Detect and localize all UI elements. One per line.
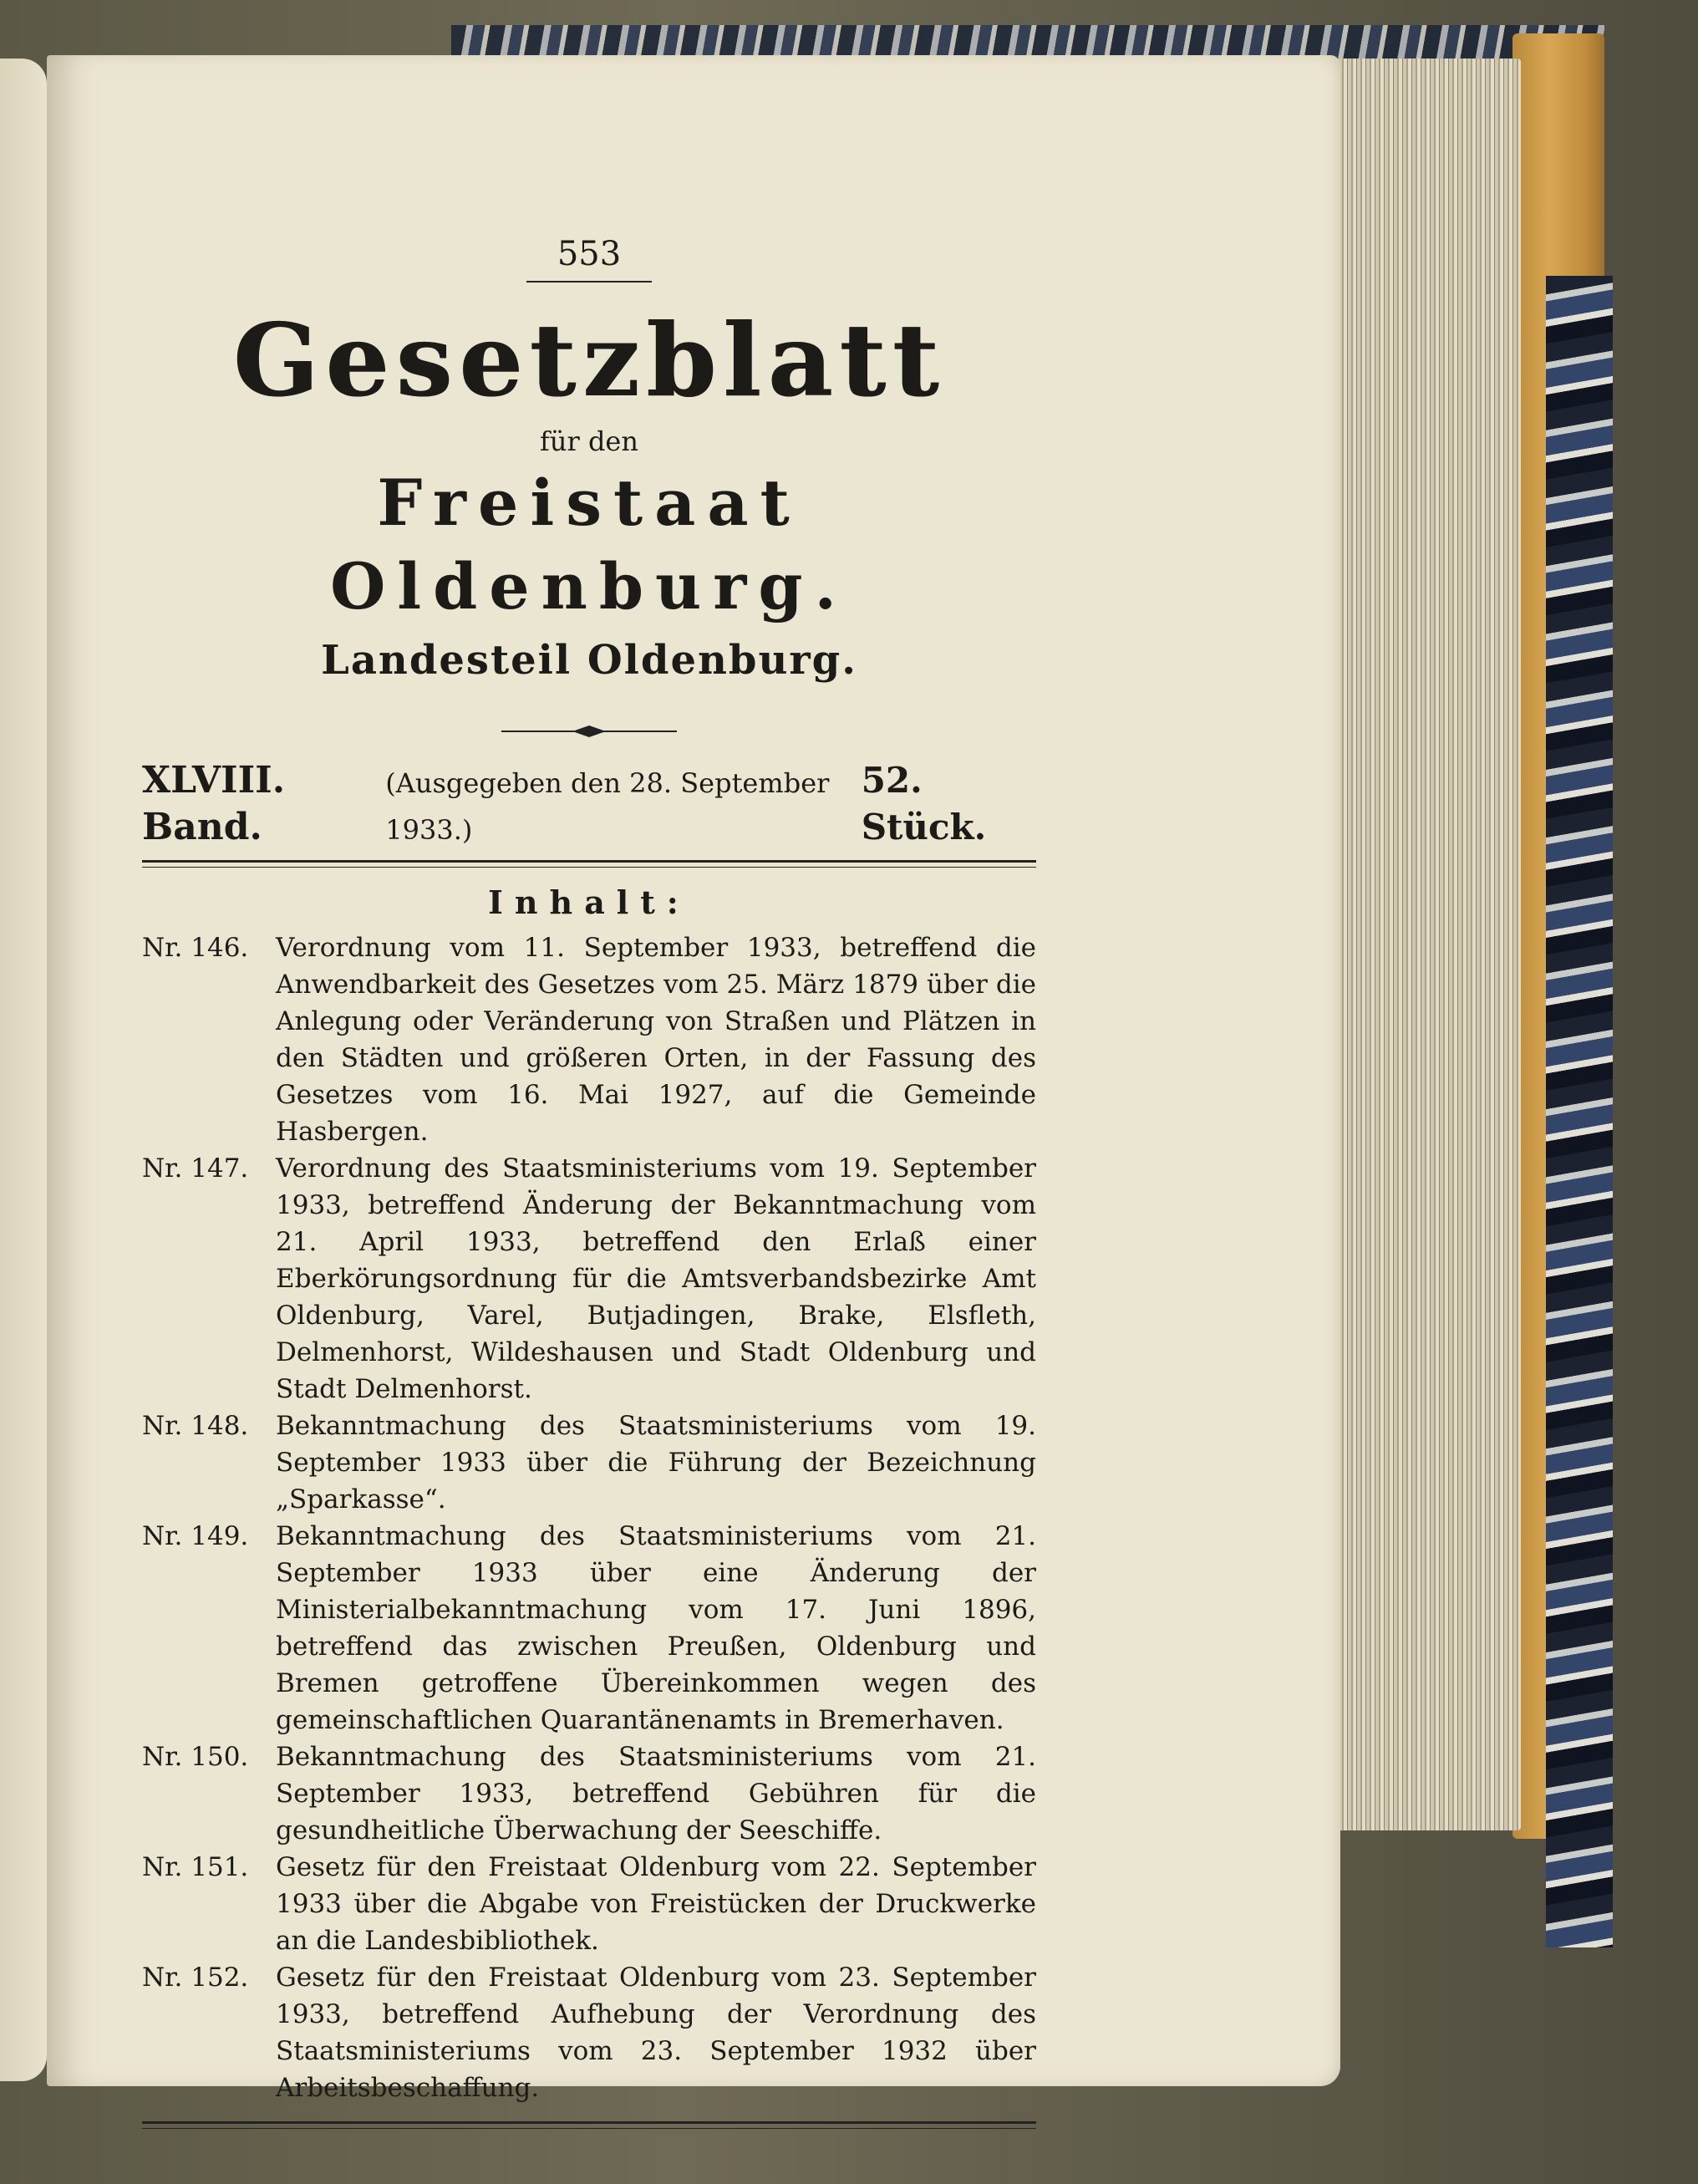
list-item xyxy=(142,929,1036,1150)
list-item xyxy=(142,1518,1036,1739)
issue-line xyxy=(142,757,1036,853)
page-edges xyxy=(1320,59,1521,1830)
entry-text: Verordnung vom 11. September 1933, betreffend die Anwendbarkeit des Gesetzes vom 25. März 1879 über die Anlegung oder Veränderung von Straßen und Plätzen in den Städten und größeren Orten, in der Fassung des Gesetzes vom 16. Mai 1927, auf die Gemeinde Hasbergen. xyxy=(276,933,1036,1147)
page-number: 553 xyxy=(557,235,622,273)
entry-number: Nr. 149. xyxy=(142,1521,249,1551)
list-item xyxy=(142,1408,1036,1518)
entry-number: Nr. 147. xyxy=(142,1153,249,1184)
list-item xyxy=(142,1739,1036,1849)
entry-number: Nr. 148. xyxy=(142,1411,249,1441)
issue-date: (Ausgegeben den 28. September 1933.) xyxy=(385,767,830,846)
ornament-divider xyxy=(501,725,677,737)
double-rule xyxy=(142,860,1036,868)
end-double-rule xyxy=(142,2121,1036,2129)
entry-text: Bekanntmachung des Staatsministeriums vom 21. September 1933, betreffend Gebühren für die gesundheitliche Überwachung der Seeschiffe. xyxy=(276,1742,1036,1845)
entry-number: Nr. 146. xyxy=(142,933,249,963)
entry-text: Bekanntmachung des Staatsministeriums vom 19. September 1933 über die Führung der Bezeichnung „Sparkasse“. xyxy=(276,1411,1036,1515)
entry-text: Bekanntmachung des Staatsministeriums vom 21. September 1933 über eine Änderung der Ministerialbekanntmachung vom 17. Juni 1896, betreffend das zwischen Preußen, Oldenburg und Bremen getroffene Übereinkommen wegen des gemeinschaftlichen Quarantänenamts in Bremerhaven. xyxy=(276,1521,1036,1735)
masthead-state: Freistaat Oldenburg. xyxy=(330,466,848,624)
entry-number: Nr. 150. xyxy=(142,1742,249,1772)
entry-number: Nr. 152. xyxy=(142,1963,249,1993)
entry-text: Gesetz für den Freistaat Oldenburg vom 22. September 1933 über die Abgabe von Freistücken der Druckwerke an die Landesbibliothek. xyxy=(276,1852,1036,1956)
entry-text: Verordnung des Staatsministeriums vom 19. September 1933, betreffend Änderung der Bekanntmachung vom 21. April 1933, betreffend den Erlaß einer Eberkörungsordnung für die Amtsverbandsbezirke Amt Oldenburg, Varel, Butjadingen, Brake, Elsfleth, Delmenhorst, Wildeshausen und Stadt Oldenburg und Stadt Delmenhorst. xyxy=(276,1153,1036,1404)
left-page-edge xyxy=(0,59,47,2081)
page-number-rule xyxy=(526,281,652,283)
volume: XLVIII. Band. xyxy=(142,759,286,848)
ornament-icon xyxy=(572,725,606,737)
page-content xyxy=(142,234,1036,2129)
masthead-title: Gesetzblatt xyxy=(232,302,946,420)
issue-piece: 52. Stück. xyxy=(861,760,987,848)
contents-list xyxy=(142,929,1036,2106)
masthead-for: für den xyxy=(540,425,638,457)
marbled-cover xyxy=(1546,276,1613,1947)
list-item xyxy=(142,1959,1036,2106)
list-item xyxy=(142,1849,1036,1959)
masthead-region: Landesteil Oldenburg. xyxy=(321,637,857,684)
list-item xyxy=(142,1150,1036,1408)
entry-number: Nr. 151. xyxy=(142,1852,249,1882)
book-cover-top xyxy=(451,25,1604,59)
contents-heading: Inhalt: xyxy=(488,883,690,921)
entry-text: Gesetz für den Freistaat Oldenburg vom 23. September 1933, betreffend Aufhebung der Verordnung des Staatsministeriums vom 23. September 1932 über Arbeitsbeschaffung. xyxy=(276,1963,1036,2103)
